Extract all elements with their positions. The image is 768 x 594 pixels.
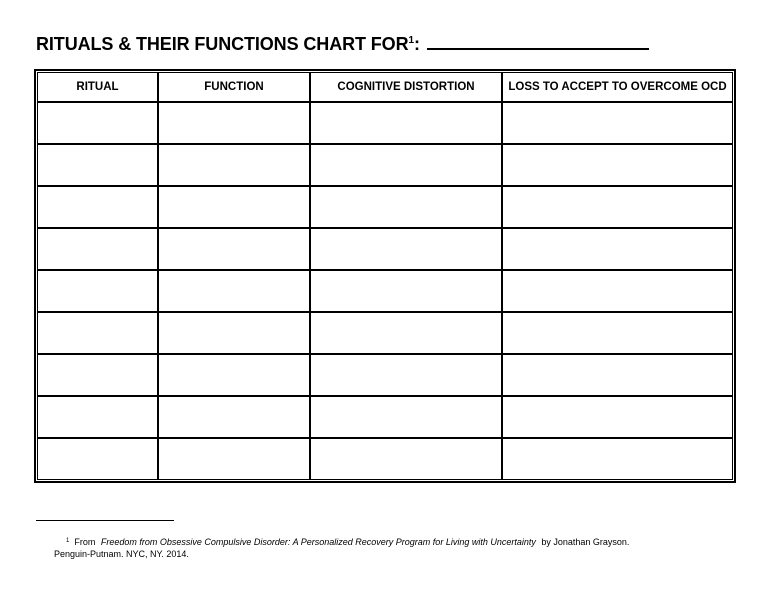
cognitive-distortion-cell[interactable] (310, 438, 502, 480)
function-cell[interactable] (158, 312, 310, 354)
table-row (37, 102, 733, 144)
column-header-ritual: RITUAL (37, 72, 158, 102)
rituals-chart-table (34, 69, 736, 483)
loss-to-accept-cell[interactable] (502, 144, 733, 186)
footnote-prefix: From (74, 537, 96, 547)
title-footnote-marker: 1 (408, 35, 414, 46)
page-title-text: RITUALS & THEIR FUNCTIONS CHART FOR (36, 34, 409, 54)
table-row (37, 270, 733, 312)
column-header-loss-to-accept: LOSS TO ACCEPT TO OVERCOME OCD (502, 72, 733, 102)
ritual-cell[interactable] (37, 312, 158, 354)
page-title (36, 34, 649, 55)
function-cell[interactable] (158, 228, 310, 270)
table-row (37, 396, 733, 438)
ritual-cell[interactable] (37, 144, 158, 186)
footnote-book-title: Freedom from Obsessive Compulsive Disorder: A Personalized Recovery Program for Living with Uncertainty (100, 537, 536, 547)
column-header-function: FUNCTION (158, 72, 310, 102)
loss-to-accept-cell[interactable] (502, 396, 733, 438)
ritual-cell[interactable] (37, 270, 158, 312)
loss-to-accept-cell[interactable] (502, 270, 733, 312)
cognitive-distortion-cell[interactable] (310, 396, 502, 438)
cognitive-distortion-cell[interactable] (310, 228, 502, 270)
footnote-author: by Jonathan Grayson. (541, 537, 630, 547)
loss-to-accept-cell[interactable] (502, 102, 733, 144)
column-header-cognitive-distortion: COGNITIVE DISTORTION (310, 72, 502, 102)
cognitive-distortion-cell[interactable] (310, 354, 502, 396)
ritual-cell[interactable] (37, 186, 158, 228)
table-row (37, 438, 733, 480)
loss-to-accept-cell[interactable] (502, 354, 733, 396)
ritual-cell[interactable] (37, 354, 158, 396)
footnote-marker: 1 (66, 538, 70, 544)
cognitive-distortion-cell[interactable] (310, 312, 502, 354)
cognitive-distortion-cell[interactable] (310, 102, 502, 144)
loss-to-accept-cell[interactable] (502, 438, 733, 480)
table-row (37, 354, 733, 396)
title-colon: : (413, 34, 420, 54)
ritual-cell[interactable] (37, 396, 158, 438)
function-cell[interactable] (158, 102, 310, 144)
loss-to-accept-cell[interactable] (502, 312, 733, 354)
name-blank-line[interactable] (427, 34, 649, 50)
loss-to-accept-cell[interactable] (502, 228, 733, 270)
footnote (54, 536, 706, 560)
table-header-row (37, 72, 733, 102)
loss-to-accept-cell[interactable] (502, 186, 733, 228)
function-cell[interactable] (158, 186, 310, 228)
function-cell[interactable] (158, 144, 310, 186)
cognitive-distortion-cell[interactable] (310, 144, 502, 186)
footnote-divider (36, 520, 174, 521)
ritual-cell[interactable] (37, 438, 158, 480)
cognitive-distortion-cell[interactable] (310, 270, 502, 312)
ritual-cell[interactable] (37, 228, 158, 270)
ritual-cell[interactable] (37, 102, 158, 144)
function-cell[interactable] (158, 270, 310, 312)
function-cell[interactable] (158, 354, 310, 396)
function-cell[interactable] (158, 396, 310, 438)
function-cell[interactable] (158, 438, 310, 480)
table-row (37, 312, 733, 354)
table-row (37, 186, 733, 228)
table-row (37, 144, 733, 186)
cognitive-distortion-cell[interactable] (310, 186, 502, 228)
table-row (37, 228, 733, 270)
footnote-publisher: Penguin-Putnam. NYC, NY. 2014. (54, 549, 189, 559)
